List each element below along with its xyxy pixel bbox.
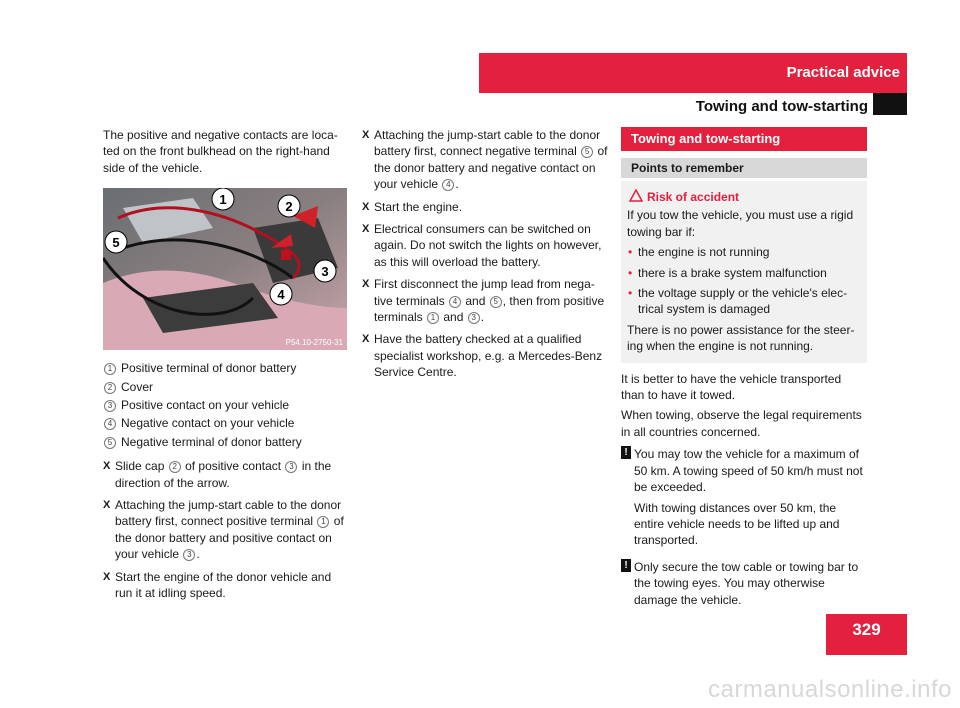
step-connect-negative: X Attaching the jump-start cable to the donor battery first, connect negative terminal 5 of the donor battery and negative contact on your vehicle 4 . <box>362 127 608 193</box>
subsection-heading: Points to remember <box>621 158 867 178</box>
legend-item: 3 Positive contact on your vehicle <box>103 397 347 413</box>
notice-icon: ! <box>621 559 631 572</box>
callout-3: 3 <box>321 264 329 280</box>
legend-item: 1 Positive terminal of donor battery <box>103 360 347 376</box>
chapter-title: Towing and tow-starting <box>695 98 868 115</box>
paragraph: It is better to have the vehicle transported than to have it towed. <box>621 371 842 403</box>
column-3 <box>621 127 867 612</box>
step-disconnect: X First disconnect the jump lead from nega-tive terminals 4 and 5 , then from positive terminals 1 and 3 . <box>362 276 608 325</box>
photo-code: P54.10-2750-31 <box>285 338 343 348</box>
warning-bullet: • there is a brake system malfunction <box>627 265 861 281</box>
warning-title: Risk of accident <box>627 189 861 205</box>
watermark: carmanualsonline.info <box>708 676 952 703</box>
callout-2: 2 <box>285 199 293 215</box>
callout-5: 5 <box>112 235 120 251</box>
column-2 <box>362 127 608 387</box>
section-heading: Towing and tow-starting <box>621 127 867 151</box>
jump-start-photo <box>103 188 347 350</box>
page-number: 329 <box>852 620 881 639</box>
section-title: Practical advice <box>786 64 900 81</box>
legend-item: 2 Cover <box>103 379 347 395</box>
warning-intro: If you tow the vehicle, you must use a rigid towing bar if: <box>627 208 854 239</box>
step-slide-cap: X Slide cap 2 of positive contact 3 in the direction of the arrow. <box>103 458 347 491</box>
step-consumers: X Electrical consumers can be switched on again. Do not switch the lights on however, as this will overload the battery. <box>362 221 608 270</box>
legend-item: 4 Negative contact on your vehicle <box>103 415 347 431</box>
step-connect-positive: X Attaching the jump-start cable to the donor battery first, connect positive terminal 1 of the donor battery and positive contact on your vehicle 3 . <box>103 497 347 563</box>
callout-1: 1 <box>219 192 227 208</box>
notice-distance: ! You may tow the vehicle for a maximum of 50 km. A towing speed of 50 km/h must not be exceeded. With towing distances over 50 km, the entire vehicle needs to be lifted up and transported. <box>621 446 867 548</box>
warning-bullet: • the voltage supply or the vehicle's elec-trical system is damaged <box>627 285 861 318</box>
column-1 <box>103 127 347 607</box>
notice-tow-eyes: ! Only secure the tow cable or towing bar to the towing eyes. You may otherwise damage the vehicle. <box>621 559 867 608</box>
warning-outro: There is no power assistance for the steer-ing when the engine is not running. <box>627 322 855 354</box>
warning-bullet: • the engine is not running <box>627 244 861 260</box>
paragraph: When towing, observe the legal requirements in all countries concerned. <box>621 408 862 439</box>
step-battery-check: X Have the battery checked at a qualified specialist workshop, e.g. a Mercedes-Benz Service Centre. <box>362 331 608 380</box>
intro-paragraph: The positive and negative contacts are loca-ted on the front bulkhead on the right-hand side of the vehicle. <box>103 128 338 175</box>
page-tab-marker <box>873 93 907 115</box>
legend-item: 5 Negative terminal of donor battery <box>103 434 347 450</box>
step-start-engine: X Start the engine. <box>362 199 608 215</box>
step-start-donor: X Start the engine of the donor vehicle and run it at idling speed. <box>103 569 347 602</box>
notice-icon: ! <box>621 446 631 459</box>
warning-box <box>621 181 867 363</box>
callout-4: 4 <box>277 287 285 303</box>
warning-triangle-icon <box>629 189 643 202</box>
